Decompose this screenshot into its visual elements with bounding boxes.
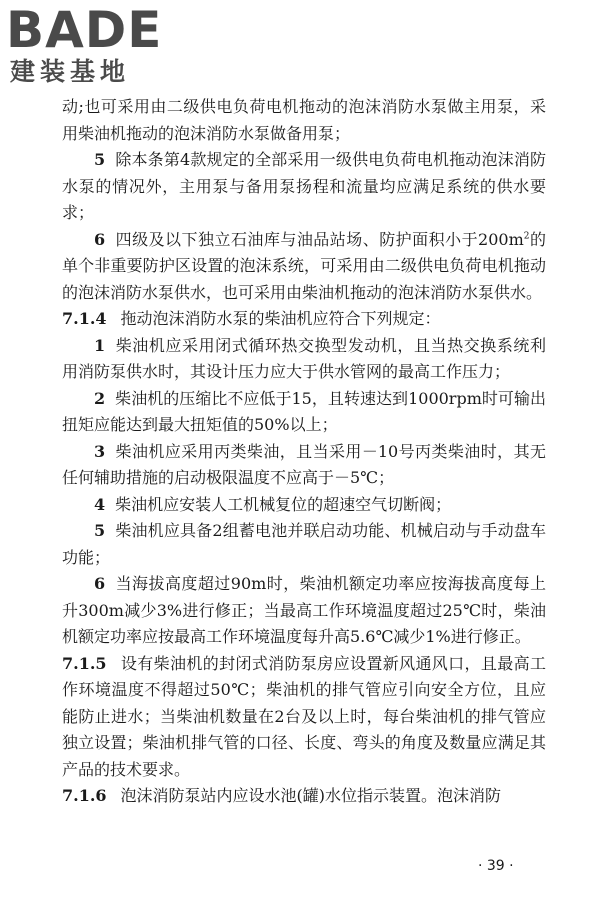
item-number: 5 <box>94 521 106 540</box>
section-clause <box>62 783 546 810</box>
superscript: 2 <box>523 231 530 242</box>
item-number: 3 <box>94 441 106 461</box>
list-item <box>62 492 546 519</box>
logo-subtitle: 建装基地 <box>10 57 131 86</box>
item-number: 6 <box>94 574 106 593</box>
item-number: 4 <box>94 494 106 514</box>
bade-logo <box>6 2 181 92</box>
list-item <box>62 386 546 439</box>
item-number: 5 <box>94 150 106 169</box>
list-item <box>62 227 546 307</box>
paragraph-continuation <box>62 94 546 147</box>
section-text: 设有柴油机的封闭式消防泵房应设置新风通风口，且最高工作环境温度不得超过50℃；柴油机的排气管应引向安全方位，且应能防止进水；当柴油机数量在2台及以上时，每台柴油机的排气管应独立设置；柴油机排气管的口径、长度、弯头的角度及数量应满足其产品的技术要求。 <box>62 653 546 779</box>
item-text: 当海拔高度超过90m时，柴油机额定功率应按海拔高度每上升300m减少3%进行修正；当最高工作环境温度超过25℃时，柴油机额定功率应按最高工作环境温度每升高5.6℃减少1%进行修正。 <box>62 574 546 646</box>
item-text: 柴油机应采用丙类柴油，且当采用－10号丙类柴油时，其无任何辅助措施的启动极限温度不应高于－5℃； <box>62 441 546 487</box>
item-text: 柴油机应具备2组蓄电池并联启动功能、机械启动与手动盘车功能； <box>62 521 546 567</box>
section-text: 泡沫消防泵站内应设水池(罐)水位指示装置。泡沫消防 <box>120 786 502 805</box>
item-text: 柴油机应安装人工机械复位的超速空气切断阀； <box>115 494 452 514</box>
item-text: 四级及以下独立石油库与油品站场、防护面积小于200m <box>115 229 524 249</box>
list-item <box>62 518 546 571</box>
item-number: 2 <box>94 388 106 408</box>
document-body <box>62 94 546 810</box>
item-number: 1 <box>94 335 106 355</box>
page-number: · 39 · <box>478 858 514 874</box>
section-clause <box>62 306 546 333</box>
paragraph-text: 动;也可采用由二级供电负荷电机拖动的泡沫消防水泵做主用泵，采用柴油机拖动的泡沫消防水泵做备用泵； <box>62 97 546 143</box>
item-number: 6 <box>94 229 106 249</box>
item-text: 的单个非重要防护区设置的泡沫系统，可采用由二级供电负荷电机拖动的泡沫消防水泵供水，也可采用由柴油机拖动的泡沫消防水泵供水。 <box>62 229 546 302</box>
item-text: 除本条第4款规定的全部采用一级供电负荷电机拖动泡沫消防水泵的情况外，主用泵与备用泵扬程和流量均应满足系统的供水要求； <box>62 150 546 222</box>
section-number: 7.1.6 <box>62 786 107 805</box>
list-item <box>62 147 546 227</box>
section-clause <box>62 651 546 784</box>
list-item <box>62 333 546 386</box>
section-number: 7.1.5 <box>62 653 107 673</box>
item-text: 柴油机的压缩比不应低于15，且转速达到1000rpm时可输出扭矩应能达到最大扭矩值的50%以上； <box>62 388 546 434</box>
section-text: 拖动泡沫消防水泵的柴油机应符合下列规定： <box>120 309 441 328</box>
list-item <box>62 439 546 492</box>
logo-wordmark: BADE <box>6 1 163 59</box>
item-text: 柴油机应采用闭式循环热交换型发动机，且当热交换系统利用消防泵供水时，其设计压力应大于供水管网的最高工作压力； <box>62 335 546 381</box>
list-item <box>62 571 546 651</box>
section-number: 7.1.4 <box>62 309 107 328</box>
